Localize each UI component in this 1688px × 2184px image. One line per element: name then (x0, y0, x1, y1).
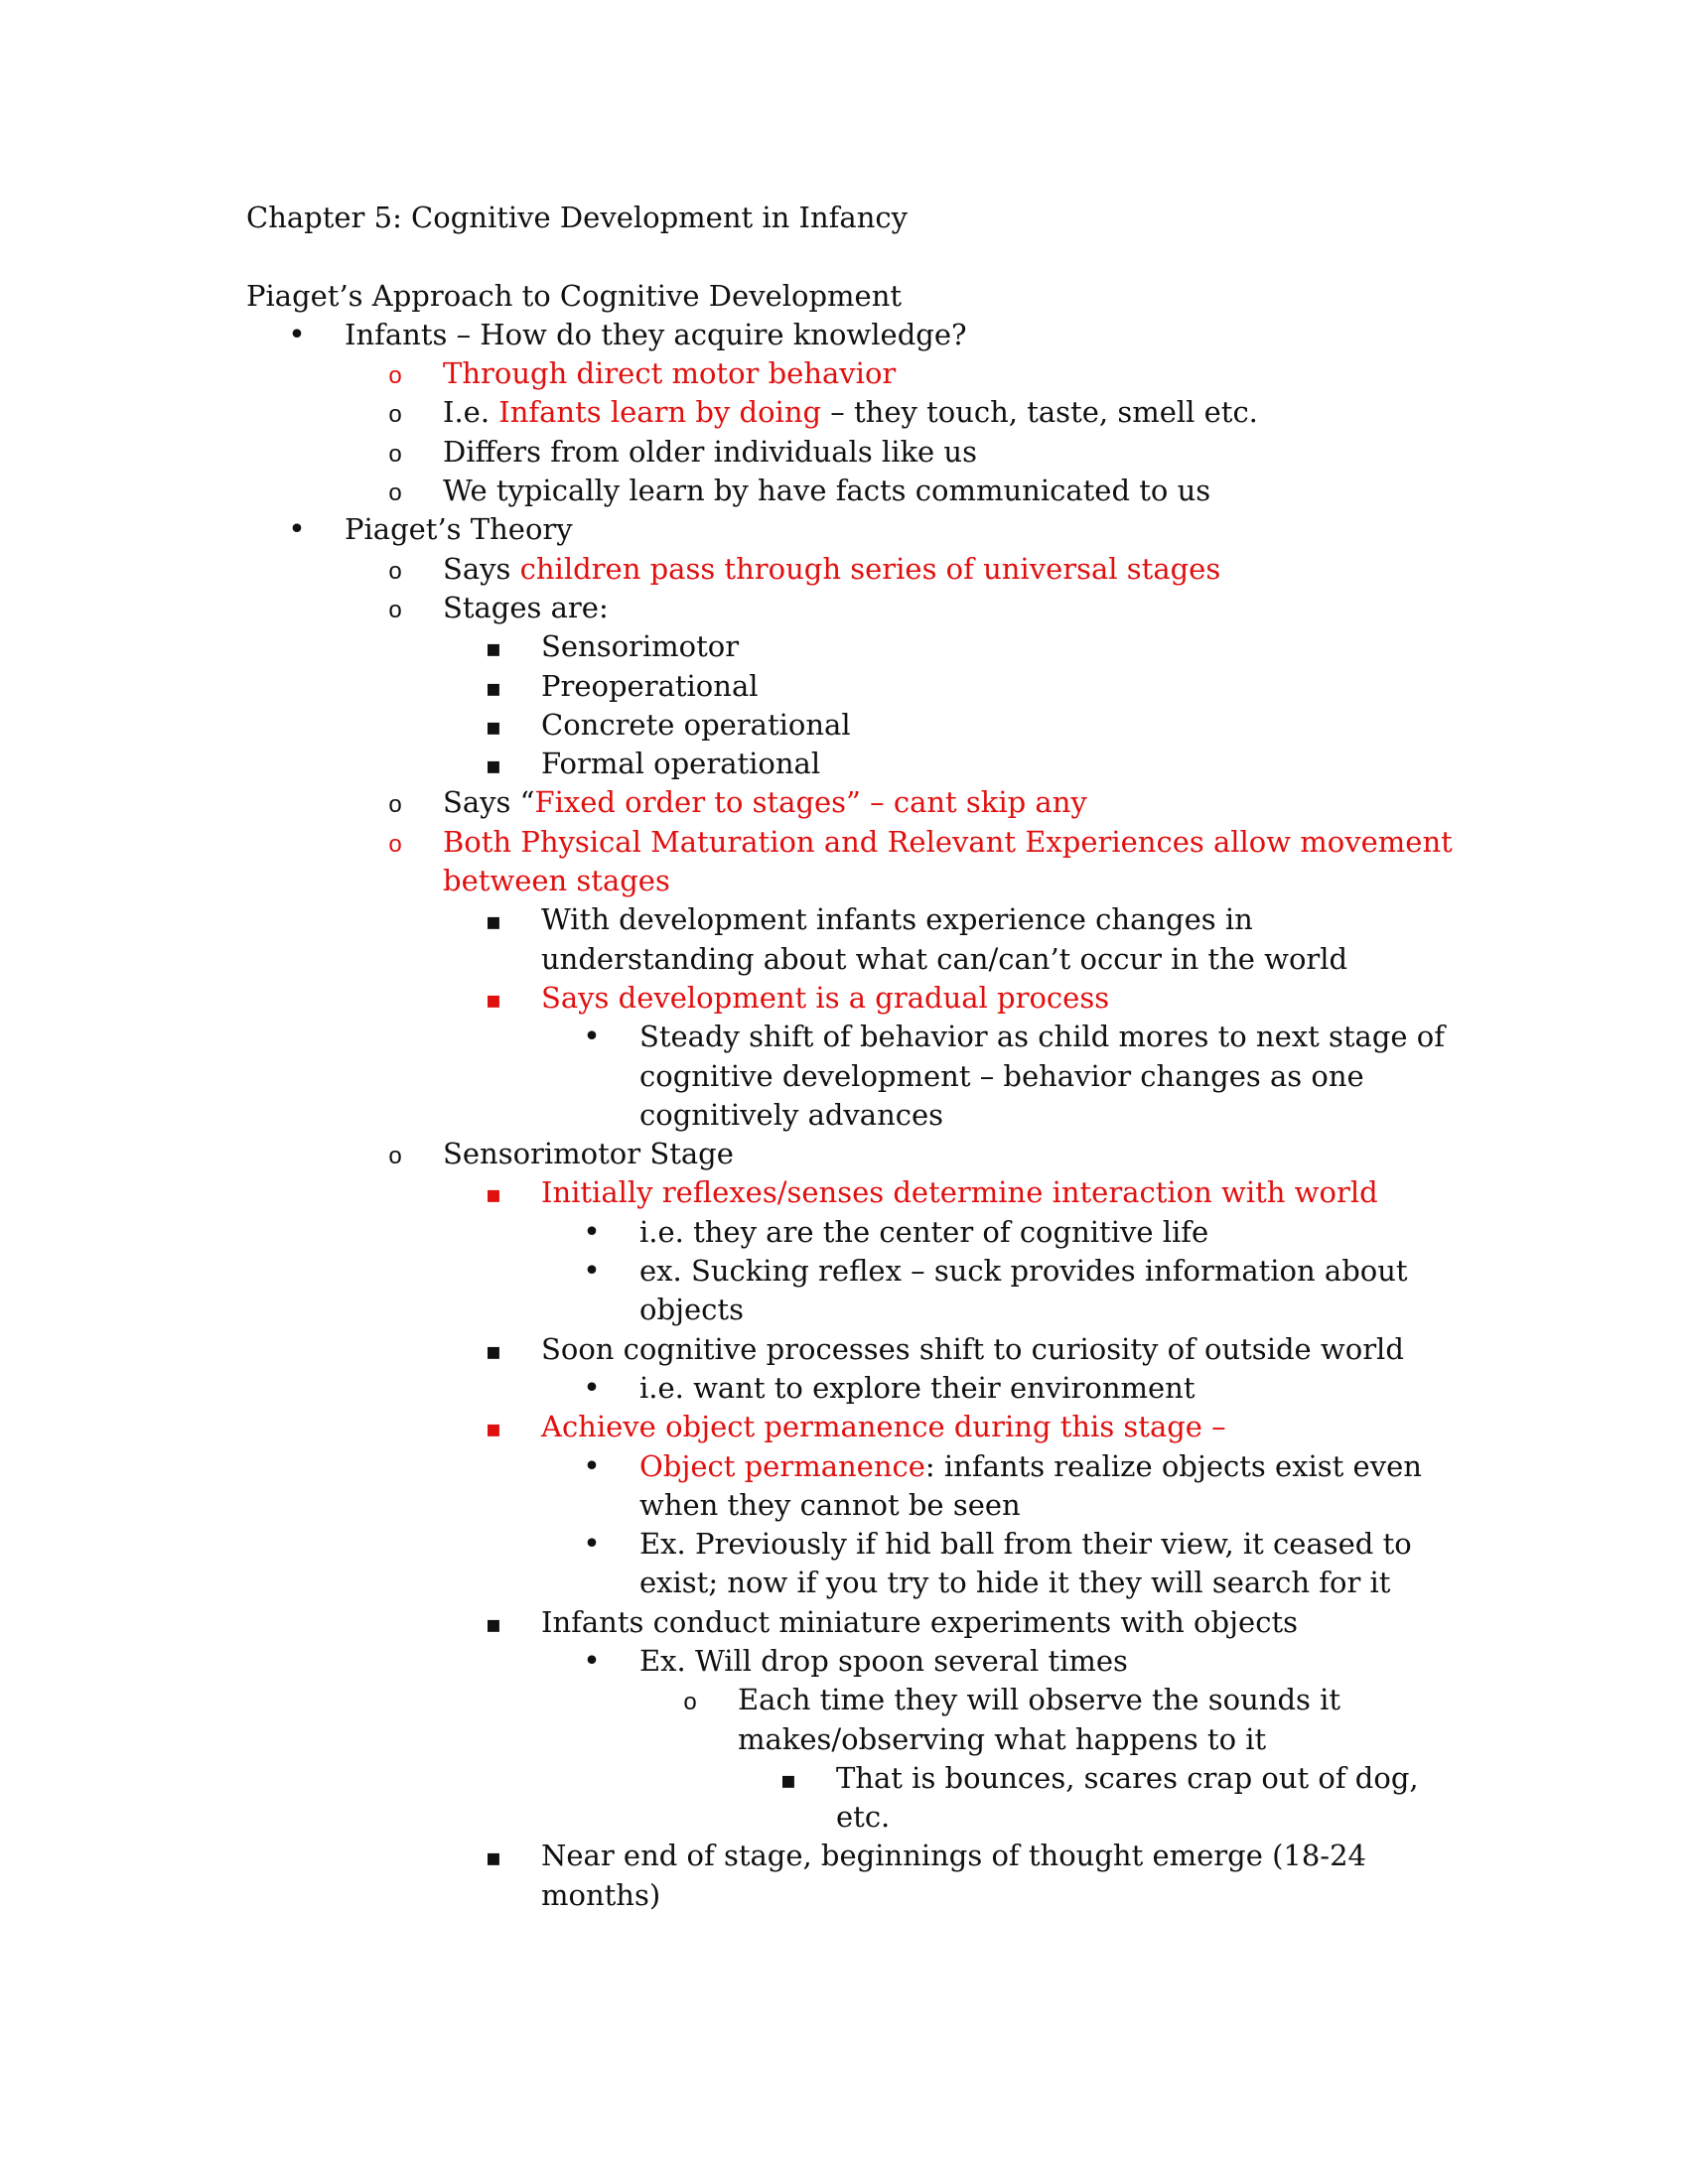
outline-line (246, 979, 1468, 1018)
outline-line (246, 1291, 1468, 1329)
outline-line (246, 745, 1468, 783)
disc-bullet-icon (567, 1018, 617, 1056)
line-text: Sensorimotor Stage (443, 1137, 734, 1171)
line-text: Says “ (443, 785, 535, 820)
disc-bullet-icon (567, 1213, 617, 1252)
spacer (246, 237, 1468, 276)
highlight-text: Through direct motor behavior (443, 356, 897, 391)
outline-line (246, 1369, 1468, 1408)
outline-line (246, 472, 1468, 510)
outline-line (246, 510, 1468, 549)
outline-line (246, 1408, 1468, 1446)
outline-line (246, 940, 1468, 979)
outline-line (246, 550, 1468, 589)
outline-line (246, 1135, 1468, 1173)
line-text: Stages are: (443, 590, 609, 624)
line-text: when they cannot be seen (639, 1487, 1021, 1522)
line-text: Piaget’s Theory (345, 512, 573, 547)
square-bullet-icon (469, 1173, 518, 1214)
line-text: i.e. want to explore their environment (639, 1370, 1196, 1405)
outline-line (246, 316, 1468, 354)
line-text: Concrete operational (541, 707, 851, 742)
circle-bullet-icon (370, 589, 420, 629)
highlight-text: Infants learn by doing (498, 395, 822, 430)
line-text: Formal operational (541, 747, 821, 781)
line-text: ex. Sucking reflex – suck provides information about (639, 1254, 1408, 1289)
highlight-text: Both Physical Maturation and Relevant Experiences allow movement (443, 824, 1453, 859)
line-text: objects (639, 1293, 744, 1327)
outline-line (246, 1096, 1468, 1135)
line-text: exist; now if you try to hide it they will search for it (639, 1566, 1391, 1600)
disc-bullet-icon (567, 1525, 617, 1564)
line-text: : infants realize objects exist even (924, 1448, 1422, 1483)
outline-line (246, 1018, 1468, 1056)
circle-bullet-icon (665, 1681, 715, 1721)
outline-line (246, 1564, 1468, 1602)
line-text: Says (443, 551, 520, 586)
line-text: Infants conduct miniature experiments with objects (541, 1604, 1298, 1639)
outline-list (246, 316, 1468, 1915)
line-text: Preoperational (541, 668, 759, 703)
outline-line (246, 1837, 1468, 1875)
outline-line (246, 1173, 1468, 1212)
line-text: etc. (836, 1800, 891, 1835)
square-bullet-icon (469, 667, 518, 708)
highlight-text: between stages (443, 864, 670, 898)
outline-line (246, 706, 1468, 745)
line-text: understanding about what can/can’t occur in the world (541, 941, 1348, 976)
outline-line (246, 1798, 1468, 1837)
line-text: i.e. they are the center of cognitive life (639, 1214, 1209, 1249)
outline-line (246, 783, 1468, 822)
outline-line (246, 1057, 1468, 1096)
line-text: I.e. (443, 395, 499, 430)
square-bullet-icon (764, 1759, 813, 1800)
square-bullet-icon (469, 1603, 518, 1644)
outline-line (246, 900, 1468, 939)
outline-line (246, 1213, 1468, 1252)
outline-line (246, 1525, 1468, 1564)
chapter-title: Chapter 5: Cognitive Development in Infancy (246, 201, 909, 234)
line-text: makes/observing what happens to it (738, 1721, 1267, 1756)
line-text: months) (541, 1877, 661, 1912)
outline-line (246, 354, 1468, 393)
circle-bullet-icon (370, 393, 420, 434)
line-text: cognitive development – behavior changes as one (639, 1058, 1364, 1093)
line-text: cognitively advances (639, 1097, 944, 1132)
outline-line (246, 1330, 1468, 1369)
line-text: Ex. Will drop spoon several times (639, 1643, 1128, 1678)
disc-bullet-icon (567, 1642, 617, 1681)
line-text: Each time they will observe the sounds it (738, 1683, 1341, 1717)
outline-line (246, 823, 1468, 862)
outline-line (246, 1252, 1468, 1291)
circle-bullet-icon (370, 823, 420, 864)
square-bullet-icon (469, 1837, 518, 1877)
disc-bullet-icon (567, 1369, 617, 1408)
outline-line (246, 1759, 1468, 1798)
disc-bullet-icon (567, 1447, 617, 1486)
outline-line (246, 667, 1468, 706)
line-text: That is bounces, scares crap out of dog, (836, 1760, 1419, 1795)
outline-line (246, 862, 1468, 900)
outline-line (246, 627, 1468, 666)
document-page (246, 199, 1468, 1915)
outline-line (246, 1642, 1468, 1681)
square-bullet-icon (469, 1408, 518, 1448)
line-text: Ex. Previously if hid ball from their view, it ceased to (639, 1527, 1412, 1562)
square-bullet-icon (469, 706, 518, 747)
circle-bullet-icon (370, 354, 420, 395)
line-text: – they touch, taste, smell etc. (821, 395, 1258, 430)
outline-line (246, 1876, 1468, 1915)
line-text: Soon cognitive processes shift to curiosity of outside world (541, 1331, 1404, 1366)
line-text: Sensorimotor (541, 629, 740, 664)
disc-bullet-icon (567, 1252, 617, 1291)
line-text: Steady shift of behavior as child mores to next stage of (639, 1020, 1445, 1054)
circle-bullet-icon (370, 550, 420, 591)
line-text: Near end of stage, beginnings of thought emerge (18-24 (541, 1839, 1367, 1873)
line-text: Differs from older individuals like us (443, 434, 977, 469)
section-title: Piaget’s Approach to Cognitive Development (246, 278, 903, 313)
outline-line (246, 1447, 1468, 1486)
outline-line (246, 1603, 1468, 1642)
highlight-text: Initially reflexes/senses determine interaction with world (541, 1175, 1378, 1210)
circle-bullet-icon (370, 472, 420, 512)
outline-line (246, 1681, 1468, 1719)
outline-line (246, 589, 1468, 627)
outline-line (246, 1486, 1468, 1525)
highlight-text: Says development is a gradual process (541, 980, 1110, 1015)
disc-bullet-icon (272, 510, 322, 549)
circle-bullet-icon (370, 783, 420, 824)
outline-line (246, 433, 1468, 472)
line-text: With development infants experience changes in (541, 902, 1253, 937)
line-text: Infants – How do they acquire knowledge? (345, 317, 967, 351)
line-text: We typically learn by have facts communicated to us (443, 474, 1211, 508)
circle-bullet-icon (370, 433, 420, 474)
circle-bullet-icon (370, 1135, 420, 1175)
highlight-text: Object permanence (639, 1448, 925, 1483)
highlight-text: Achieve object permanence during this stage – (541, 1410, 1226, 1444)
outline-line (246, 1720, 1468, 1759)
square-bullet-icon (469, 979, 518, 1020)
square-bullet-icon (469, 900, 518, 941)
highlight-text: children pass through series of universal stages (519, 551, 1221, 586)
square-bullet-icon (469, 627, 518, 668)
square-bullet-icon (469, 745, 518, 785)
highlight-text: Fixed order to stages” – cant skip any (534, 785, 1087, 820)
outline-line (246, 393, 1468, 432)
square-bullet-icon (469, 1330, 518, 1371)
disc-bullet-icon (272, 316, 322, 354)
